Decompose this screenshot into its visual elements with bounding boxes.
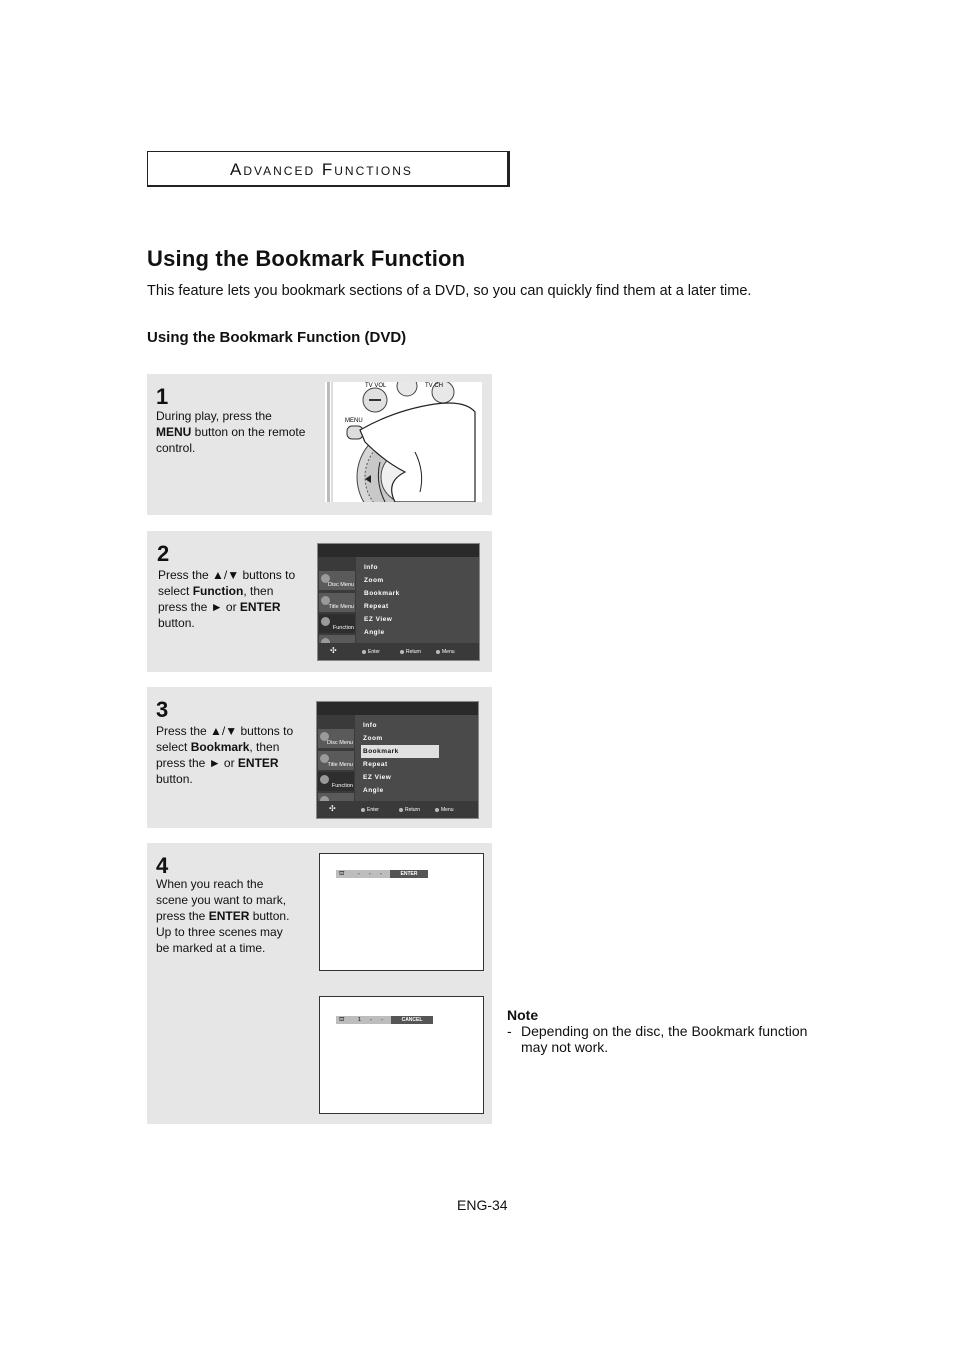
step-number: 1 (156, 384, 169, 409)
step-4-panel (147, 843, 492, 1124)
menu-item-ez-view: EZ View (363, 774, 392, 781)
disc-menu-tab: Disc Menu (319, 571, 355, 590)
dpad-icon: ✣ (330, 646, 337, 655)
step-instruction: When you reach the scene you want to mark, press the ENTER button. Up to three scenes may be marked at a time. (156, 877, 290, 955)
menu-item-repeat: Repeat (363, 761, 388, 768)
step-1-panel (147, 374, 492, 515)
section-header-box (147, 151, 510, 187)
menu-item-bookmark-highlighted: Bookmark (361, 745, 439, 758)
disc-menu-tab: Disc Menu (318, 729, 354, 748)
step-instruction: Press the ▲/▼ buttons to select Function, then press the ► or ENTER button. (158, 568, 296, 630)
bookmark-screen-marked (319, 996, 484, 1114)
step-number: 4 (156, 853, 169, 878)
cancel-label: CANCEL (391, 1016, 433, 1024)
enter-label: ENTER (390, 870, 428, 878)
menu-label: MENU (345, 418, 363, 424)
note-text: - Depending on the disc, the Bookmark function may not work. (507, 1023, 808, 1055)
title-menu-tab: Title Menu (318, 751, 354, 770)
footer-return: Return (399, 807, 420, 813)
bookmark-icon: ⛫ (339, 1017, 345, 1023)
menu-item-angle: Angle (364, 629, 385, 636)
page-number: ENG-34 (457, 1197, 508, 1213)
step-instruction: Press the ▲/▼ buttons to select Bookmark, then press the ► or ENTER button. (156, 724, 294, 786)
note-title: Note (507, 1007, 539, 1023)
step-instruction: During play, press the MENU button on the remote control. (156, 409, 306, 455)
function-tab: Function (318, 772, 354, 791)
menu-item-bookmark: Bookmark (364, 590, 400, 597)
section-subtitle: Using the Bookmark Function (DVD) (147, 329, 407, 346)
bookmark-icon: ⛫ (339, 871, 345, 877)
step-number: 3 (156, 697, 169, 722)
step-3-panel (147, 687, 492, 828)
tv-ch-label: TV CH (425, 383, 443, 389)
remote-hand-illustration (325, 382, 482, 502)
section-title: Advanced Functions (230, 160, 413, 179)
function-tab: Function (319, 614, 355, 633)
menu-item-repeat: Repeat (364, 603, 389, 610)
footer-menu: Menu (436, 649, 455, 655)
bookmark-screen-empty (319, 853, 484, 971)
page-title: Using the Bookmark Function (147, 246, 466, 271)
menu-item-zoom: Zoom (363, 735, 383, 742)
bookmark-bar: ⛫ - - - ENTER (336, 870, 428, 878)
title-menu-tab: Title Menu (319, 593, 355, 612)
footer-return: Return (400, 649, 421, 655)
menu-item-angle: Angle (363, 787, 384, 794)
menu-item-info: Info (363, 722, 377, 729)
menu-item-zoom: Zoom (364, 577, 384, 584)
dvd-menu-screen (317, 543, 480, 661)
intro-text: This feature lets you bookmark sections of a DVD, so you can quickly find them at a later time. (147, 283, 752, 299)
dpad-icon: ✣ (329, 804, 336, 813)
step-2-panel (147, 531, 492, 672)
menu-item-info: Info (364, 564, 378, 571)
bookmark-bar: ⛫ 1 - - CANCEL (336, 1016, 433, 1024)
dvd-menu-screen (316, 701, 479, 819)
footer-enter: Enter (362, 649, 380, 655)
menu-item-ez-view: EZ View (364, 616, 393, 623)
step-number: 2 (157, 541, 170, 566)
footer-enter: Enter (361, 807, 379, 813)
footer-menu: Menu (435, 807, 454, 813)
tv-vol-label: TV VOL (365, 383, 387, 389)
